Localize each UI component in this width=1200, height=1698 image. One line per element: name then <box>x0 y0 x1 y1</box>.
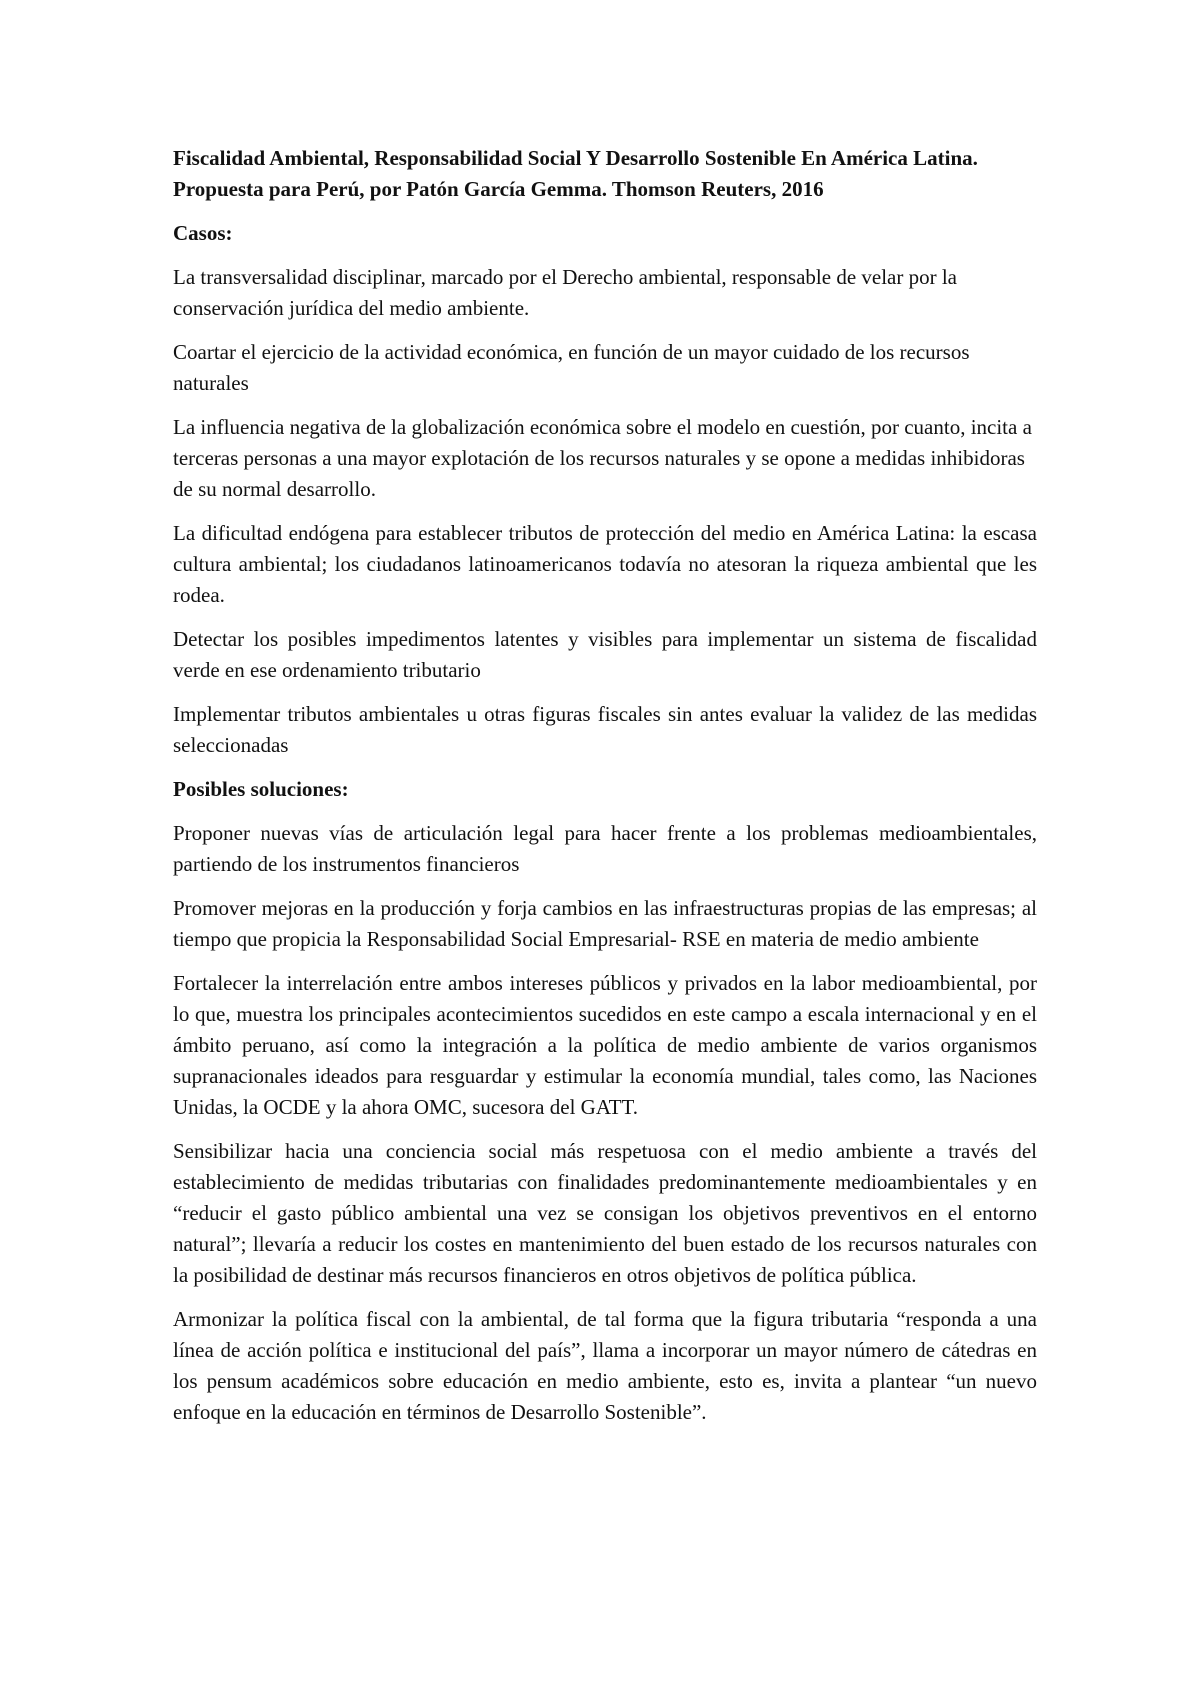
caso-paragraph: La dificultad endógena para establecer tributos de protección del medio en América Latina: la escasa cultura ambiental; los ciudadanos latinoamericanos todavía no atesoran la riqueza ambiental que les rodea. <box>173 521 1037 607</box>
caso-paragraph: Implementar tributos ambientales u otras figuras fiscales sin antes evaluar la validez de las medidas seleccionadas <box>173 702 1037 757</box>
caso-paragraph: Coartar el ejercicio de la actividad económica, en función de un mayor cuidado de los recursos naturales <box>173 340 970 395</box>
document-body <box>173 143 1037 1441</box>
casos-heading: Casos: <box>173 221 233 245</box>
caso-paragraph: La transversalidad disciplinar, marcado por el Derecho ambiental, responsable de velar por la conservación jurídica del medio ambiente. <box>173 265 958 320</box>
solucion-paragraph: Sensibilizar hacia una conciencia social más respetuosa con el medio ambiente a través del establecimiento de medidas tributarias con finalidades predominantemente medioambientales y en “reducir el gasto público ambiental una vez se consigan los objetivos preventivos en el entorno natural”; llevaría a reducir los costes en mantenimiento del buen estado de los recursos naturales con la posibilidad de destinar más recursos financieros en otros objetivos de política pública. <box>173 1139 1037 1287</box>
caso-paragraph: La influencia negativa de la globalización económica sobre el modelo en cuestión, por cuanto, incita a terceras personas a una mayor explotación de los recursos naturales y se opone a medidas inhibidoras de su normal desarrollo. <box>173 415 1032 501</box>
solucion-paragraph: Proponer nuevas vías de articulación legal para hacer frente a los problemas medioambientales, partiendo de los instrumentos financieros <box>173 821 1037 876</box>
document-title: Fiscalidad Ambiental, Responsabilidad Social Y Desarrollo Sostenible En América Latina. Propuesta para Perú, por Patón García Gemma. Thomson Reuters, 2016 <box>173 146 978 201</box>
caso-paragraph: Detectar los posibles impedimentos latentes y visibles para implementar un sistema de fiscalidad verde en ese ordenamiento tributario <box>173 627 1037 682</box>
soluciones-heading: Posibles soluciones: <box>173 777 349 801</box>
solucion-paragraph: Armonizar la política fiscal con la ambiental, de tal forma que la figura tributaria “responda a una línea de acción política e institucional del país”, llama a incorporar un mayor número de cátedras en los pensum académicos sobre educación en medio ambiente, esto es, invita a plantear “un nuevo enfoque en la educación en términos de Desarrollo Sostenible”. <box>173 1307 1037 1424</box>
solucion-paragraph: Promover mejoras en la producción y forja cambios en las infraestructuras propias de las empresas; al tiempo que propicia la Responsabilidad Social Empresarial- RSE en materia de medio ambiente <box>173 896 1037 951</box>
solucion-paragraph: Fortalecer la interrelación entre ambos intereses públicos y privados en la labor medioambiental, por lo que, muestra los principales acontecimientos sucedidos en este campo a escala internacional y en el ámbito peruano, así como la integración a la política de medio ambiente de varios organismos supranacionales ideados para resguardar y estimular la economía mundial, tales como, las Naciones Unidas, la OCDE y la ahora OMC, sucesora del GATT. <box>173 971 1037 1119</box>
